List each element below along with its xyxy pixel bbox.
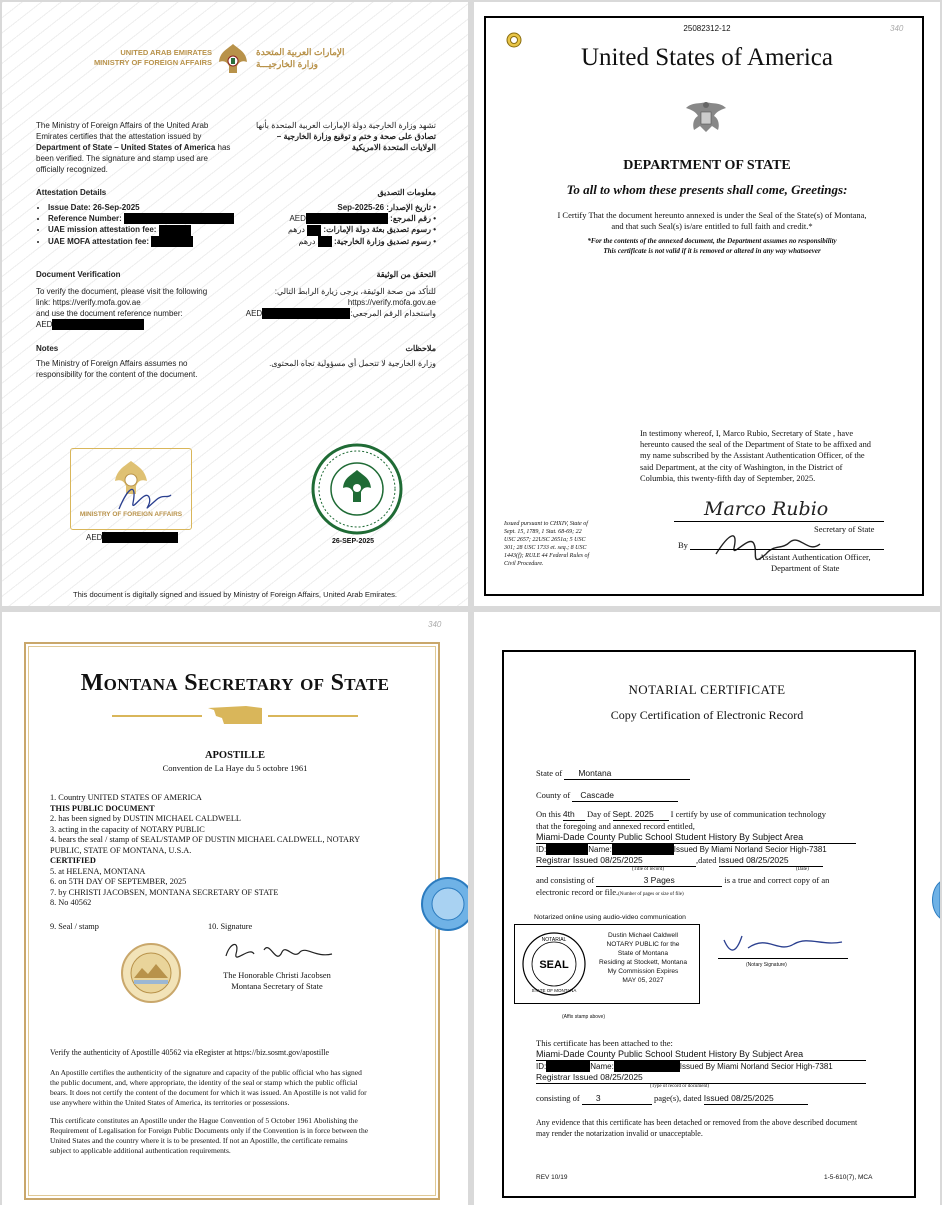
greeting: To all to whom these presents shall come, Greetings: xyxy=(566,182,848,197)
details-title-ar: معلومات التصديق xyxy=(377,188,436,197)
notes-text-en: The Ministry of Foreign Affairs assumes no responsibility for the content of the document. xyxy=(36,359,198,379)
notes-title-ar: ملاحظات xyxy=(405,344,436,353)
redacted-block xyxy=(159,225,191,236)
hague-notice: This certificate constitutes an Apostille under the Hague Convention of 5 October 1961 Abolishing the Requirement of Legalisation for Foreign Public Documents only if the Convention is in force between the United States and the country where it is to be presented. If not an Apostille, the certificate remains subject to applicable additional authentication requirements. xyxy=(50,1116,369,1155)
uae-footer: This document is digitally signed and issued by Ministry of Foreign Affairs, United Arab Emirates. xyxy=(72,590,397,599)
notary-seal-icon xyxy=(521,931,587,997)
department-heading: DEPARTMENT OF STATE xyxy=(623,158,791,173)
signature-line xyxy=(718,958,848,959)
by-label: By xyxy=(678,540,688,550)
verify-line: Verify the authenticity of Apostille 40562 via eRegister at https://biz.sosmt.gov/apostille xyxy=(50,1048,329,1057)
svg-text:NOTARIAL: NOTARIAL xyxy=(541,937,567,943)
blue-seal-edge-icon xyxy=(928,880,940,920)
montana-apostille-page xyxy=(2,612,468,1205)
redacted-block xyxy=(307,225,321,236)
notarial-title: NOTARIAL CERTIFICATE xyxy=(628,682,786,697)
redacted-block xyxy=(614,1061,680,1072)
redacted-block xyxy=(124,213,234,224)
gold-rule xyxy=(268,715,358,717)
montana-great-seal-icon xyxy=(120,942,182,1004)
certificate-title: United States of America xyxy=(580,44,833,71)
revision-label: REV 10/19 xyxy=(536,1174,568,1181)
notary-stamp-text: Dustin Michael Caldwell NOTARY PUBLIC for the State of Montana Residing at Stockett, Montana My Commission Expires MAY 05, 2027 xyxy=(599,932,687,984)
details-list-en: • Issue Date: 26-Sep-2025 • Reference Number: • UAE mission attestation fee: • UAE MOFA attestation fee: xyxy=(36,202,236,247)
testimony-text: In testimony whereof, I, Marco Rubio, Secretary of State , have hereunto caused the seal of the Department of State to be affixed and my name subscribed by the Assistant Authentication Officer, of the said Department, at the city of Washington, in the District of Columbia, this twenty-fifth day of September, 2025. xyxy=(640,429,871,483)
intro-ar: تشهد وزارة الخارجية دولة الإمارات العربية المتحدة بأنها تصادق على صحة و ختم و توقيع وزارة الخارجية – الولايات المتحدة الامريكية xyxy=(256,121,436,152)
redacted-block xyxy=(151,236,193,247)
mofa-stamp-box xyxy=(70,448,192,530)
seal-date: 26-SEP-2025 xyxy=(332,538,375,545)
affix-caption: (Affix stamp above) xyxy=(562,1014,605,1020)
statute-code: 1-5-610(7), MCA xyxy=(824,1174,873,1181)
ministry-name-ar: الإمارات العربية المتحدة وزارة الخارجيـــة xyxy=(256,47,345,69)
signature-label: 10. Signature xyxy=(208,922,253,931)
redacted-block xyxy=(262,308,350,319)
statute-citation: Issued pursuant to CHXIV, State of Sept. 15, 1789, 1 Stat. 68-69; 22 USC 2657; 22USC 2651a; 5 USC 301; 28 USC 1733 et. seq.; 8 USC 1443(f); RULE 44 Federal Rules of Civil Procedure. xyxy=(504,521,590,567)
verify-text-en: To verify the document, please visit the following link: https://verify.mofa.gov.ae and use the document reference number: AED xyxy=(36,287,208,329)
signer-name: The Honorable Christi Jacobsen Montana Secretary of State xyxy=(223,971,331,991)
state-line: State of Montana xyxy=(536,768,690,780)
notarial-subtitle: Copy Certification of Electronic Record xyxy=(610,708,804,722)
redacted-block xyxy=(546,844,588,855)
apostille-notice: An Apostille certifies the authenticity of the signature and capacity of the public official who has signed the public document, and, where appropriate, the identity of the seal or stamp which the public official bears. It does not certify the content of the document for which it was issued. An Apostille is not valid for use anywhere within the United States of America, its territories or possessions. xyxy=(50,1068,367,1107)
attached-paragraph: This certificate has been attached to the: Miami-Dade County Public School Student History By Subject Area ID: Name: Issued By Miami Norland Secior High-7381 Registrar Issued 08/25/2025 (Type of record or document) consisting of 3 page(s), dated Issued 08/25/2025 xyxy=(536,1038,890,1105)
details-list-ar: • تاريخ الإصدار: 26-Sep-2025 • رقم المرجع: AED • رسوم تصديق بعثة دولة الإمارات: درهم • رسوم تصديق وزارة الخارجية: درهم xyxy=(287,203,436,246)
gold-rule xyxy=(112,715,202,717)
intro-en: The Ministry of Foreign Affairs of the United Arab Emirates certifies that the attestation issued by Department of State – United States of America has been verified. The signature and stamp used are officially recognized. xyxy=(36,121,231,174)
blue-embossed-seal-icon xyxy=(418,874,468,934)
notary-signature xyxy=(718,930,848,958)
notes-title-en: Notes xyxy=(36,344,59,353)
redacted-block xyxy=(612,844,674,855)
montana-state-outline-icon xyxy=(206,704,264,726)
apostille-fields: 1. Country UNITED STATES OF AMERICA THIS PUBLIC DOCUMENT 2. has been signed by DUSTIN MICHAEL CALDWELL 3. acting in the capacity of NOTARY PUBLIC 4. bears the seal / stamp of SEAL/STAMP OF DUSTIN MICHAEL CALDWELL, NOTARY PUBLIC, STATE OF MONTANA, U.S.A. CERTIFIED 5. at HELENA, MONTANA 6. on 5TH DAY OF SEPTEMBER, 2025 7. by CHRISTI JACOBSEN, MONTANA SECRETARY OF STATE 8. No 40562 xyxy=(50,793,361,907)
uae-falcon-emblem-icon xyxy=(216,40,250,78)
apostille-heading: APOSTILLE xyxy=(204,750,266,761)
us-department-of-state-page xyxy=(474,2,940,606)
details-title-en: Attestation Details xyxy=(36,188,107,197)
secretary-label: Secretary of State xyxy=(814,524,875,534)
svg-text:STATE OF MONTANA: STATE OF MONTANA xyxy=(531,988,577,993)
verify-text-ar: للتأكد من صحة الوثيقة، يرجى زيارة الرابط التالي: https://verify.mofa.gov.ae واستخدام الرقم المرجعي:AED xyxy=(245,287,436,318)
certify-paragraph: On this 4th Day of Sept. 2025 I certify by use of communication technology that the foregoing and annexed record entitled, Miami-Dade County Public School Student History By Subject Area ID: Name: Issued By Miami Norland Secior High-7381 Registrar Issued 08/25/2025 ,dated Issued 08/25/2025 (Title of record) (Date) and consisting of 3 Pages is a true and correct copy of an electronic record or file.(Number of pages or size of file) xyxy=(536,809,890,900)
officer-label: Assistant Authentication Officer, Department of State xyxy=(759,552,871,573)
redacted-block xyxy=(102,532,178,543)
montana-title: Montana Secretary of State xyxy=(80,670,390,696)
signature-line xyxy=(674,521,884,522)
ministry-name-en: UNITED ARAB EMIRATES MINISTRY OF FOREIGN AFFAIRS xyxy=(93,48,212,67)
redacted-block xyxy=(546,1061,590,1072)
stamp-reference: AED xyxy=(86,532,178,543)
seal-stamp-label: 9. Seal / stamp xyxy=(50,922,99,931)
secretary-signature: Marco Rubio xyxy=(704,498,829,520)
notarial-certificate-page xyxy=(474,612,940,1205)
stamp-label: MINISTRY OF FOREIGN AFFAIRS xyxy=(79,511,183,518)
redacted-block xyxy=(318,236,332,247)
verify-title-ar: التحقق من الوثيقة xyxy=(376,270,436,279)
signature-caption: (Notary Signature) xyxy=(746,962,787,968)
disclaimer: *For the contents of the annexed document, the Department assumes no responsibility This certificate is not valid if it is removed or altered in any way whatsoever xyxy=(587,237,837,255)
certification-text: I Certify That the document hereunto annexed is under the Seal of the State(s) of Montana, and that such Seal(s) is/are entitled to full faith and credit.* xyxy=(557,210,867,231)
convention-line: Convention de La Haye du 5 octobre 1961 xyxy=(162,763,308,773)
redacted-block xyxy=(52,319,144,330)
document-number: 25082312-12 xyxy=(683,24,731,33)
uae-mofa-green-seal-icon xyxy=(310,442,404,536)
evidence-notice: Any evidence that this certificate has been detached or removed from the above described document may render the notarization invalid or unacceptable. xyxy=(536,1118,858,1138)
uae-attestation-page xyxy=(2,2,468,606)
svg-text:SEAL: SEAL xyxy=(539,959,569,971)
online-notarization-label: Notarized online using audio-video communication xyxy=(534,914,686,921)
secretary-signature xyxy=(220,936,340,968)
verify-title-en: Document Verification xyxy=(36,270,121,279)
notes-text-ar: وزارة الخارجية لا تتحمل أي مسؤولية تجاه المحتوى. xyxy=(269,359,436,368)
corner-mark: 340 xyxy=(890,24,904,33)
great-seal-eagle-icon xyxy=(684,96,728,136)
notary-stamp xyxy=(514,924,700,1004)
redacted-block xyxy=(306,213,388,224)
signature-line xyxy=(690,549,884,550)
corner-mark: 340 xyxy=(428,620,442,629)
county-line: County of Cascade xyxy=(536,790,678,802)
inner-border xyxy=(28,646,436,1196)
